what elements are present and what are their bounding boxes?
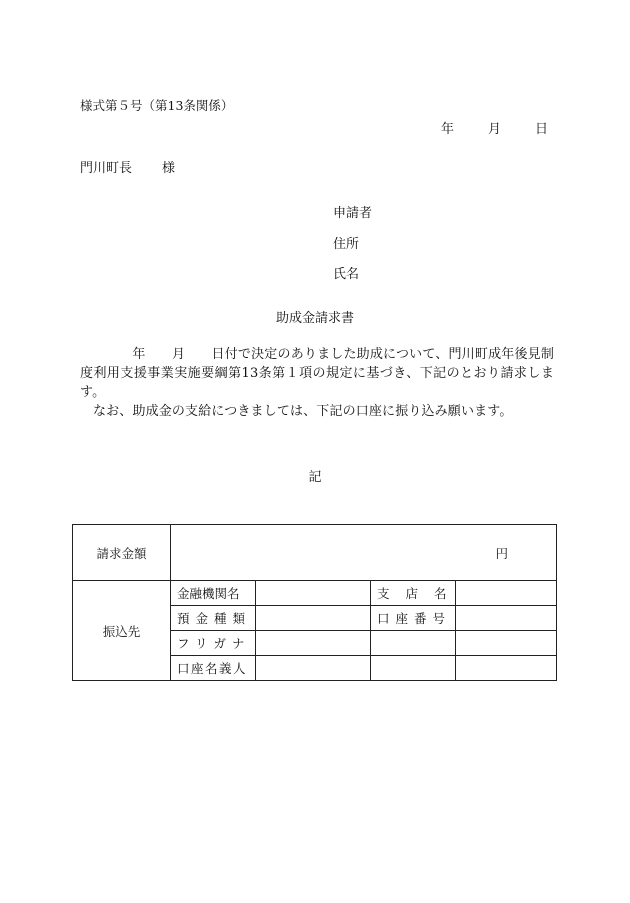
furigana-label: フリガナ	[171, 631, 256, 656]
form-number: 様式第５号（第13条関係）	[80, 98, 234, 113]
account-number-field[interactable]	[456, 606, 557, 631]
branch-label: 支 店 名	[371, 581, 456, 606]
account-holder-extra-field[interactable]	[371, 656, 456, 681]
body-paragraph-transfer: なお、助成金の支給につきましては、下記の口座に振り込み願います。	[93, 404, 513, 419]
request-table	[72, 524, 557, 681]
yen-unit: 円	[495, 545, 508, 561]
bank-row-1	[73, 581, 557, 606]
bank-name-field[interactable]	[256, 581, 371, 606]
addressee	[80, 157, 175, 176]
amount-row	[73, 525, 557, 581]
addressee-honorific: 様	[162, 161, 176, 176]
amount-field[interactable]	[171, 525, 557, 581]
applicant-heading: 申請者	[333, 206, 373, 221]
applicant-name-label: 氏名	[333, 267, 360, 282]
transfer-label: 振込先	[73, 581, 171, 681]
body-text	[80, 345, 554, 421]
date-line	[441, 118, 548, 137]
bank-name-label: 金融機関名	[171, 581, 256, 606]
account-holder-field[interactable]	[256, 656, 371, 681]
date-day-label: 日	[534, 122, 548, 137]
deposit-type-field[interactable]	[256, 606, 371, 631]
document-title: 助成金請求書	[275, 311, 354, 326]
branch-field[interactable]	[456, 581, 557, 606]
furigana-extra-field-2[interactable]	[456, 631, 557, 656]
furigana-field[interactable]	[256, 631, 371, 656]
date-year-label: 年	[440, 122, 454, 137]
account-holder-label: 口座名義人	[171, 656, 256, 681]
furigana-extra-field[interactable]	[371, 631, 456, 656]
addressee-name: 門川町長	[80, 161, 133, 176]
deposit-type-label: 預金種類	[171, 606, 256, 631]
record-mark: 記	[308, 470, 322, 485]
body-paragraph-request: 年 月 日付で決定のありました助成について、門川町成年後見制度利用支援事業実施要綱第13条第１項の規定に基づき、下記のとおり請求します。	[80, 347, 554, 400]
date-month-label: 月	[487, 122, 501, 137]
applicant-address-label: 住所	[333, 237, 360, 252]
account-number-label: 口座番号	[371, 606, 456, 631]
account-holder-extra-field-2[interactable]	[456, 656, 557, 681]
amount-label: 請求金額	[73, 525, 171, 581]
